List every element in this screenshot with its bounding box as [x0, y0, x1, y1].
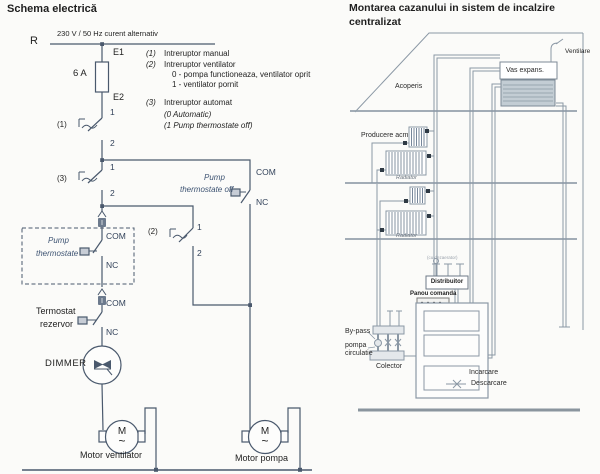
acoperis-label: Acoperis — [395, 83, 423, 90]
circulation-pump-icon — [375, 340, 382, 347]
legend-3-num: (3) — [146, 98, 156, 107]
radiator-label: Radiator — [396, 233, 417, 239]
ventilare-label: Ventilare — [565, 48, 591, 55]
manual-switch-symbol — [79, 112, 104, 162]
legend-2-sub0: 0 - pompa functioneaza, ventilator oprit — [172, 70, 311, 79]
connector-square-icon — [78, 317, 87, 324]
fuse-e2-label: E2 — [113, 92, 125, 102]
fuse-symbol — [96, 44, 109, 112]
junction-dot — [298, 468, 302, 472]
radiator-label: Radiator — [396, 175, 417, 181]
fuse-e1-label: E1 — [113, 47, 125, 57]
fuse-rating-label: 6 A — [73, 68, 87, 79]
nc-label: NC — [106, 327, 119, 337]
switch-3-num: (3) — [57, 174, 67, 183]
switch-2-num: (2) — [148, 227, 158, 236]
junction-dot — [154, 468, 158, 472]
valve-dot — [425, 129, 429, 133]
terminal-2: 2 — [197, 248, 202, 258]
pump-thermostate-off-contact — [231, 186, 252, 430]
valve-dot — [380, 168, 384, 172]
motor-ventilator-label: Motor ventilator — [80, 450, 143, 460]
left-title: Schema electrică — [7, 3, 97, 15]
valve-dot — [380, 228, 384, 232]
motor-m-label: M — [260, 426, 270, 437]
com-label: COM — [106, 231, 126, 241]
dimmer-symbol — [83, 346, 121, 430]
switch-1-num: (1) — [57, 120, 67, 129]
heating-system-diagram — [345, 33, 583, 410]
valve-dot — [427, 154, 431, 158]
nc-label: NC — [106, 260, 119, 270]
junction-dot — [248, 303, 252, 307]
right-title-line2: centralizat — [349, 16, 401, 28]
legend-2-text: Intreruptor ventilator — [164, 60, 236, 69]
producere-acm-label: Producere acm — [361, 132, 409, 139]
pump-thermostate-off-line2: thermostate off — [180, 185, 234, 194]
motor-pompa-label: Motor pompa — [235, 453, 289, 463]
distribuitor-label: Distribuitor — [430, 279, 464, 285]
neutral-rail — [22, 468, 312, 472]
valve-dot — [426, 189, 430, 193]
bypass-collector-assembly — [368, 311, 416, 360]
legend-2-sub1: 1 - ventilator pornit — [172, 80, 239, 89]
motor-wave-label: ~ — [118, 434, 126, 448]
ventilator-switch-symbol — [170, 222, 250, 305]
vas-expans-label: Vas expans. — [506, 67, 545, 74]
legend-1-num: (1) — [146, 49, 156, 58]
valve-dot — [427, 214, 431, 218]
valve-dot — [404, 199, 408, 203]
incarcare-label: Incarcare — [469, 369, 499, 376]
distribuitor-note: (cu dezaerator) — [427, 255, 458, 260]
legend-2-num: (2) — [146, 60, 156, 69]
terminal-2: 2 — [110, 138, 115, 148]
connector-square-icon — [80, 248, 89, 255]
nc-label: NC — [256, 197, 269, 207]
supply-voltage-label: 230 V / 50 Hz curent alternativ — [57, 29, 158, 38]
dimmer-label: DIMMER — [45, 358, 87, 369]
right-title-line1: Montarea cazanului in sistem de incalzire — [349, 2, 555, 14]
termostat-line2: rezervor — [40, 319, 74, 329]
com-label: COM — [256, 167, 276, 177]
termostat-rezervor-contact — [78, 305, 102, 346]
descarcare-label: Descarcare — [471, 380, 507, 387]
termostat-line1: Termostat — [36, 306, 76, 316]
supply-line — [50, 42, 215, 46]
branch-wire — [102, 206, 193, 225]
automatic-switch-symbol — [79, 160, 104, 208]
pompa-circulatie-line1: pompa — [345, 342, 367, 349]
valve-dot — [403, 141, 407, 145]
legend-3-sub1: (1 Pump thermostate off) — [164, 121, 253, 130]
plug-connector-icon — [98, 206, 106, 227]
terminal-2: 2 — [110, 188, 115, 198]
terminal-1: 1 — [110, 162, 115, 172]
branch-wire — [102, 160, 250, 186]
com-label: COM — [106, 298, 126, 308]
pompa-circulatie-line2: circulatie — [345, 350, 373, 357]
terminal-1: 1 — [197, 222, 202, 232]
phase-label: R — [30, 35, 38, 47]
pump-thermostate-off-line1: Pump — [204, 173, 225, 182]
motor-m-label: M — [117, 426, 127, 437]
pump-thermostate-line1: Pump — [48, 236, 69, 245]
plug-connector-icon — [98, 289, 106, 305]
pump-thermostate-line2: thermostate — [36, 249, 79, 258]
legend-3-text: Intreruptor automat — [164, 98, 233, 107]
legend-3-sub0: (0 Automatic) — [164, 110, 212, 119]
legend-1-text: Intreruptor manual — [164, 49, 230, 58]
motor-wave-label: ~ — [261, 434, 269, 448]
colector-label: Colector — [376, 363, 403, 370]
by-pass-label: By-pass — [345, 328, 371, 335]
panou-comanda-label: Panou comanda — [410, 291, 457, 297]
terminal-1: 1 — [110, 107, 115, 117]
vent-pipe — [551, 39, 563, 62]
